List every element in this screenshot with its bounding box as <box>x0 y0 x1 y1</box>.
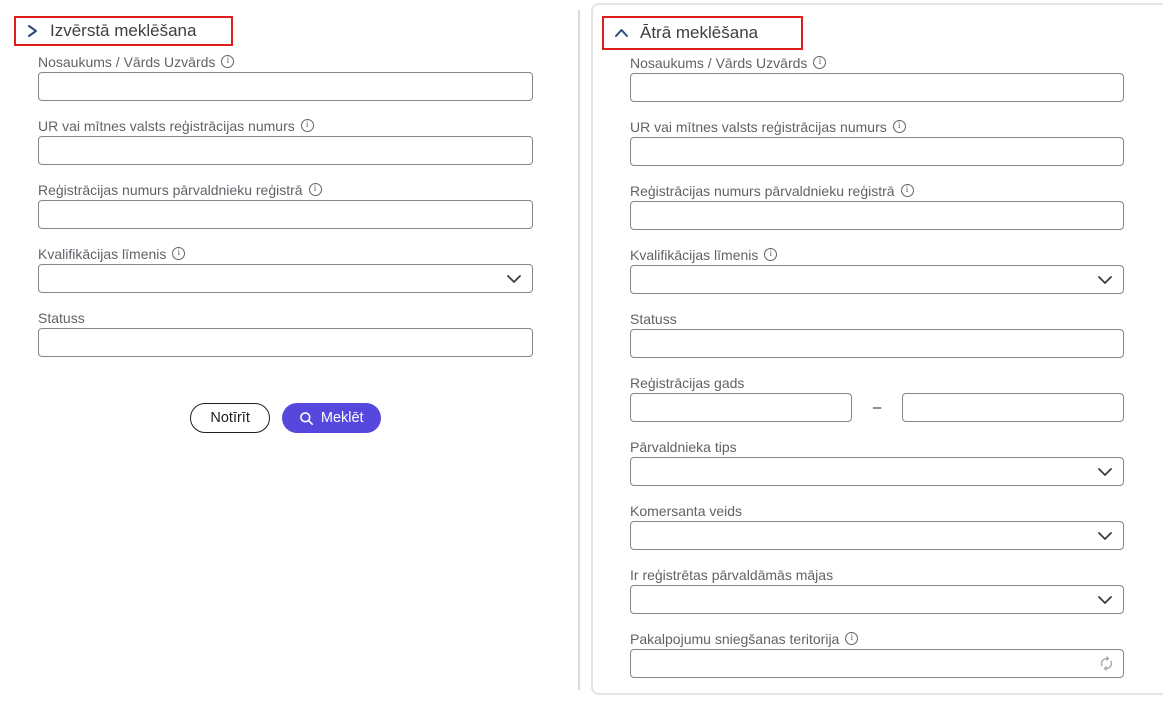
field-group <box>630 630 1124 678</box>
info-icon[interactable] <box>813 56 826 69</box>
ur-registration-number-input[interactable] <box>630 137 1124 166</box>
field-label: Reģistrācijas gads <box>630 374 745 391</box>
field-label: Nosaukums / Vārds Uzvārds <box>630 54 808 71</box>
field-group <box>630 566 1124 614</box>
field-label: Reģistrācijas numurs pārvaldnieku reģistrā <box>38 181 303 198</box>
field-group <box>630 182 1124 230</box>
field-label: Kvalifikācijas līmenis <box>38 245 167 262</box>
registration-year-from-input[interactable] <box>630 393 852 422</box>
name-input[interactable] <box>630 73 1124 102</box>
search-button-label: Meklēt <box>320 410 364 426</box>
extended-search-title: Izvērstā meklēšana <box>50 21 197 40</box>
info-icon[interactable] <box>301 119 314 132</box>
field-group <box>630 502 1124 550</box>
status-input[interactable] <box>630 329 1124 358</box>
info-icon[interactable] <box>309 183 322 196</box>
field-label: Reģistrācijas numurs pārvaldnieku reģistrā <box>630 182 895 199</box>
info-icon[interactable] <box>845 632 858 645</box>
field-group <box>630 118 1124 166</box>
qualification-level-select[interactable] <box>38 264 533 293</box>
has-managed-houses-select[interactable] <box>630 585 1124 614</box>
field-group <box>38 309 533 357</box>
info-icon[interactable] <box>901 184 914 197</box>
manager-type-select[interactable] <box>630 457 1124 486</box>
chevron-up-icon <box>614 28 629 38</box>
field-group <box>38 181 533 229</box>
form-actions <box>38 403 533 433</box>
field-label: Ir reģistrētas pārvaldāmās mājas <box>630 566 834 583</box>
field-group <box>630 438 1124 486</box>
merchant-type-select[interactable] <box>630 521 1124 550</box>
extended-search-header[interactable] <box>14 16 233 46</box>
field-label: UR vai mītnes valsts reģistrācijas numurs <box>630 118 887 135</box>
manager-register-number-input[interactable] <box>38 200 533 229</box>
field-label: Kvalifikācijas līmenis <box>630 246 759 263</box>
quick-search-title: Ātrā meklēšana <box>640 23 759 42</box>
manager-register-number-input[interactable] <box>630 201 1124 230</box>
field-label: Pārvaldnieka tips <box>630 438 737 455</box>
quick-search-header[interactable] <box>602 16 803 50</box>
column-divider <box>578 10 580 690</box>
refresh-icon[interactable] <box>1098 655 1115 672</box>
field-group <box>38 245 533 293</box>
registration-year-to-input[interactable] <box>902 393 1124 422</box>
service-territory-input[interactable] <box>630 649 1124 678</box>
registration-year-range <box>630 393 1124 422</box>
field-label: Nosaukums / Vārds Uzvārds <box>38 53 216 70</box>
info-icon[interactable] <box>172 247 185 260</box>
info-icon[interactable] <box>221 55 234 68</box>
quick-search-panel <box>630 54 1124 694</box>
ur-registration-number-input[interactable] <box>38 136 533 165</box>
field-group <box>38 53 533 101</box>
field-group <box>630 374 1124 422</box>
extended-search-panel <box>38 53 533 433</box>
clear-button[interactable]: Notīrīt <box>190 403 269 433</box>
field-label: Statuss <box>630 310 677 327</box>
name-input[interactable] <box>38 72 533 101</box>
field-group <box>38 117 533 165</box>
search-button[interactable] <box>282 403 381 433</box>
field-label: UR vai mītnes valsts reģistrācijas numurs <box>38 117 295 134</box>
info-icon[interactable] <box>893 120 906 133</box>
qualification-level-select[interactable] <box>630 265 1124 294</box>
range-separator: – <box>872 399 882 416</box>
field-group <box>630 310 1124 358</box>
field-label: Pakalpojumu sniegšanas teritorija <box>630 630 840 647</box>
field-label: Komersanta veids <box>630 502 743 519</box>
status-input[interactable] <box>38 328 533 357</box>
search-icon <box>299 411 314 426</box>
field-group <box>630 54 1124 102</box>
field-label: Statuss <box>38 309 85 326</box>
info-icon[interactable] <box>764 248 777 261</box>
chevron-right-icon <box>26 24 39 38</box>
field-group <box>630 246 1124 294</box>
